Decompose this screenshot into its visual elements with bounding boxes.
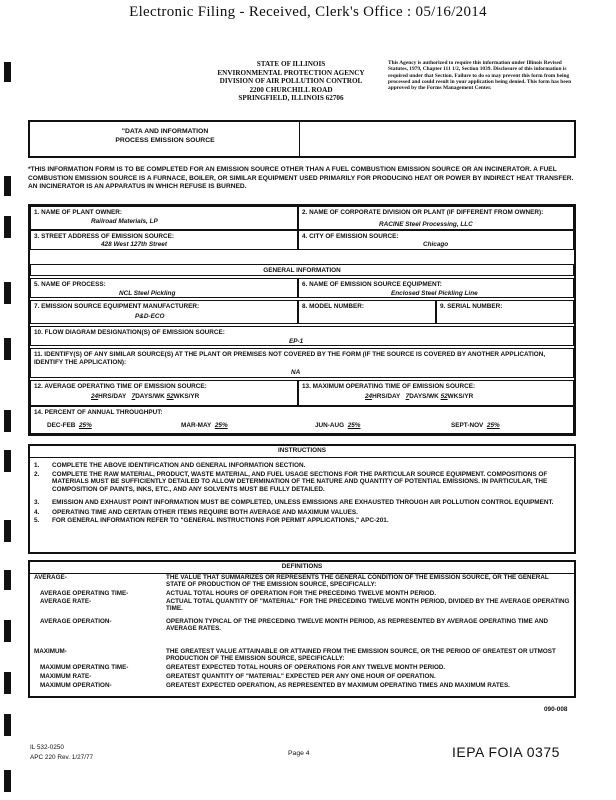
field-city (298, 230, 574, 250)
instruction-item (34, 509, 570, 517)
definition-text: THE GREATEST VALUE ATTAINABLE OR ATTAINED FROM THE EMISSION SOURCE, OR THE PERIOD OF GREATEST OR UTMOST PRODUCTION OF THE EMISSION SOURCE, SPECIFICALLY: (166, 648, 556, 663)
city-value[interactable]: Chicago (423, 241, 449, 248)
field-manufacturer (30, 300, 298, 324)
avg-hours-unit: HRS/DAY (98, 393, 127, 400)
field-plant-owner (30, 206, 298, 230)
instruction-item (34, 499, 570, 507)
throughput-dec-feb (47, 422, 92, 430)
agency-city: SPRINGFIELD, ILLINOIS 62706 (238, 94, 344, 103)
form-revision: APC 220 Rev. 1/27/77 (30, 754, 94, 761)
binding-mark (4, 450, 11, 472)
field-label: 5. NAME OF PROCESS: (34, 281, 106, 288)
field-label: 2. NAME OF CORPORATE DIVISION OR PLANT (IF DIFFERENT FROM OWNER): (302, 209, 544, 216)
avg-weeks-unit: WKS/YR (173, 393, 200, 400)
title-box (28, 120, 576, 158)
quarter-value[interactable]: 25% (347, 422, 361, 429)
quarter-value[interactable]: 25% (214, 422, 228, 429)
instruction-text: COMPLETE THE RAW MATERIAL, PRODUCT, WASTE MATERIAL, AND FUEL USAGE SECTIONS FOR THE PARTICULAR SOURCE EQUIPMENT. COMPOSITIONS OF MATERIALS MUST BE SUFFICIENTLY DETAILED TO ALLOW DETERMINATION OF THE NATURE AND QUANTITY OF POTENTIAL EMISSIONS. IN PARTICULAR, THE COMPOSITION OF PAINTS, INKS, ETC., AND ANY SOLVENTS MUST BE FULLY DETAILED. (52, 470, 548, 493)
corporate-division-value[interactable]: RACINE Steel Processing, LLC (379, 221, 473, 228)
instruction-number: 1. (34, 462, 40, 469)
field-similar-sources (30, 348, 574, 378)
quarter-label: DEC-FEB (47, 422, 76, 429)
throughput-sept-nov (451, 422, 500, 430)
max-days-value[interactable]: 7 (405, 393, 410, 400)
definitions-title: DEFINITIONS (30, 563, 574, 574)
title-cell (30, 122, 300, 156)
instruction-text: COMPLETE THE ABOVE IDENTIFICATION AND GENERAL INFORMATION SECTION. (52, 462, 306, 469)
instructions-box (28, 444, 576, 554)
field-corporate-division (298, 206, 574, 230)
max-hours-unit: HRS/DAY (372, 393, 401, 400)
field-street-address (30, 230, 298, 250)
field-label: 1. NAME OF PLANT OWNER: (34, 209, 123, 216)
definition-text: GREATEST QUANTITY OF "MATERIAL" EXPECTED PER ANY ONE HOUR OF OPERATION. (166, 673, 436, 680)
process-name-value[interactable]: NCL Steel Pickling (119, 290, 176, 297)
manufacturer-value[interactable]: P&D-ECO (135, 313, 165, 320)
definition-text: GREATEST EXPECTED TOTAL HOURS OF OPERATIONS FOR ANY TWELVE MONTH PERIOD. (166, 664, 446, 671)
similar-sources-value[interactable]: NA (291, 369, 301, 376)
binding-mark (4, 410, 11, 432)
agency-address (196, 60, 386, 103)
max-days-unit: DAYS/WK (409, 393, 439, 400)
avg-hours-value[interactable]: 24 (91, 393, 99, 400)
binding-mark (4, 520, 11, 542)
equipment-name-value[interactable]: Enclosed Steel Pickling Line (391, 290, 478, 297)
instruction-text: FOR GENERAL INFORMATION REFER TO "GENERAL INSTRUCTIONS FOR PERMIT APPLICATIONS," APC-201. (52, 517, 389, 524)
avg-days-unit: DAYS/WK (135, 393, 165, 400)
field-label: 4. CITY OF EMISSION SOURCE: (302, 233, 399, 240)
field-average-operating-time (30, 380, 298, 406)
plant-owner-value[interactable]: Railroad Materials, LP (91, 218, 158, 225)
flow-diagram-value[interactable]: EP-1 (289, 338, 304, 345)
street-address-value[interactable]: 428 West 127th Street (101, 241, 167, 248)
binding-mark (4, 62, 11, 82)
instruction-number: 3. (34, 499, 40, 506)
definition-term: MAXIMUM OPERATION- (40, 682, 112, 689)
avg-weeks-value[interactable]: 52 (166, 393, 174, 400)
general-info-title: GENERAL INFORMATION (263, 267, 341, 274)
binding-mark (4, 216, 11, 238)
definition-text: OPERATION TYPICAL OF THE PRECEDING TWELVE MONTH PERIOD, AS REPRESENTED BY AVERAGE OPERATING TIME AND AVERAGE RATES. (166, 618, 549, 633)
page-number: Page 4 (288, 750, 310, 757)
throughput-jun-aug (315, 422, 360, 430)
definition-term: AVERAGE RATE- (40, 598, 92, 605)
binding-mark (4, 282, 11, 304)
field-maximum-operating-time (298, 380, 574, 406)
throughput-mar-may (181, 422, 228, 430)
field-process-name (30, 278, 298, 298)
quarter-label: JUN-AUG (315, 422, 345, 429)
definition-term: MAXIMUM OPERATING TIME- (40, 664, 129, 671)
agency-division: DIVISION OF AIR POLLUTION CONTROL (219, 77, 363, 86)
binding-mark (4, 770, 11, 792)
field-label: 9. SERIAL NUMBER: (440, 303, 503, 310)
instruction-text: OPERATING TIME AND CERTAIN OTHER ITEMS REQUIRE BOTH AVERAGE AND MAXIMUM VALUES. (52, 508, 358, 516)
binding-mark (4, 570, 11, 590)
definition-text: THE VALUE THAT SUMMARIZES OR REPRESENTS THE GENERAL CONDITION OF THE EMISSION SOURCE, OR THE GENERAL STATE OF PRODUCTION OF THE EMISSION SOURCE, SPECIFICALLY: (166, 574, 549, 589)
field-annual-throughput (30, 406, 574, 434)
quarter-label: SEPT-NOV (451, 422, 484, 429)
field-label: 11. IDENTIFY(S) OF ANY SIMILAR SOURCE(S) AT THE PLANT OR PREMISES NOT COVERED BY THE FORM (IF THE SOURCE IS COVERED BY ANOTHER APPLICATION, IDENTIFY THE APPLICATION): (34, 351, 546, 366)
field-label: 12. AVERAGE OPERATING TIME OF EMISSION SOURCE: (34, 383, 207, 390)
instruction-number: 5. (34, 517, 40, 524)
avg-days-value[interactable]: 7 (131, 393, 136, 400)
binding-mark (4, 714, 11, 736)
average-time-values (91, 393, 199, 401)
instructions-list (34, 462, 570, 525)
agency-name: ENVIRONMENTAL PROTECTION AGENCY (217, 68, 365, 77)
max-weeks-unit: WKS/YR (447, 393, 474, 400)
instruction-item (34, 462, 570, 470)
instruction-text: EMISSION AND EXHAUST POINT INFORMATION MUST BE COMPLETED, UNLESS EMISSIONS ARE EXHAUSTED THROUGH AIR POLLUTION CONTROL EQUIPMENT. (52, 499, 554, 506)
instruction-number: 4. (34, 508, 40, 516)
quarter-value[interactable]: 25% (78, 422, 92, 429)
binding-mark (4, 672, 11, 694)
max-hours-value[interactable]: 24 (365, 393, 373, 400)
form-title-line1: "DATA AND INFORMATION (121, 128, 209, 135)
instruction-item (34, 471, 570, 494)
definition-term: MAXIMUM RATE- (40, 673, 92, 680)
intro-paragraph: *THIS INFORMATION FORM IS TO BE COMPLETED FOR AN EMISSION SOURCE OTHER THAN A FUEL COMBUSTION EMISSION SOURCE OR AN INCINERATOR. A FUEL COMBUSTION EMISSION SOURCE IS A FURNACE, BOILER, OR SIMILAR EQUIPMENT USED PRIMARILY FOR PRODUCING HEAT OR POWER BY INDIRECT HEAT TRANSFER. AN INCINERATOR IS AN APPARATUS IN WHICH REFUSE IS BURNED. (28, 166, 574, 191)
quarter-value[interactable]: 25% (486, 422, 500, 429)
legal-notice: This Agency is authorized to require this information under Illinois Revised Statutes, 1979, Chapter 111 1/2, Section 1039. Disclosure of this information is required under that Section. Failure to do so may prevent this form from being processed and could result in your application being denied. This form has been approved by the Forms Management Center. (388, 60, 572, 92)
quarter-label: MAR-MAY (181, 422, 212, 429)
instruction-number: 2. (34, 470, 40, 478)
instructions-title: INSTRUCTIONS (30, 447, 574, 458)
definition-term: AVERAGE OPERATION- (40, 618, 112, 625)
form-number: IL 532-0250 (30, 744, 64, 751)
field-label: 13. MAXIMUM OPERATING TIME OF EMISSION SOURCE: (302, 383, 476, 390)
foia-stamp: IEPA FOIA 0375 (452, 744, 560, 760)
maximum-time-values (365, 393, 473, 401)
form-code: 090-008 (544, 706, 568, 713)
definition-text: ACTUAL TOTAL HOURS OF OPERATION FOR THE PRECEDING TWELVE MONTH PERIOD. (166, 590, 437, 597)
definition-term: MAXIMUM- (34, 648, 67, 655)
field-label: 14. PERCENT OF ANNUAL THROUGHPUT: (34, 409, 163, 416)
field-label: 10. FLOW DIAGRAM DESIGNATION(S) OF EMISSION SOURCE: (34, 329, 225, 336)
field-equipment-name (298, 278, 574, 298)
binding-mark (4, 620, 11, 642)
definition-text: GREATEST EXPECTED OPERATION, AS REPRESENTED BY MAXIMUM OPERATING TIMES AND MAXIMUM RATES. (166, 682, 510, 689)
instruction-item (34, 517, 570, 525)
field-label: 3. STREET ADDRESS OF EMISSION SOURCE: (34, 233, 175, 240)
definition-text: ACTUAL TOTAL QUANTITY OF "MATERIAL" FOR THE PRECEDING TWELVE MONTH PERIOD, DIVIDED BY THE AVERAGE OPERATING TIME. (166, 598, 570, 613)
field-label: 8. MODEL NUMBER: (302, 303, 365, 310)
max-weeks-value[interactable]: 52 (440, 393, 448, 400)
agency-street: 2200 CHURCHILL ROAD (249, 85, 333, 94)
field-model-number (298, 300, 436, 324)
general-info-header (30, 264, 574, 276)
definition-term: AVERAGE- (34, 574, 67, 581)
field-flow-diagram (30, 326, 574, 346)
filing-header: Electronic Filing - Received, Clerk's Office : 05/16/2014 (129, 4, 487, 20)
field-serial-number (436, 300, 574, 324)
field-label: 6. NAME OF EMISSION SOURCE EQUIPMENT: (302, 281, 442, 288)
form-title-line2: PROCESS EMISSION SOURCE (115, 137, 215, 144)
field-label: 7. EMISSION SOURCE EQUIPMENT MANUFACTURER: (34, 303, 200, 310)
definition-term: AVERAGE OPERATING TIME- (40, 590, 129, 597)
binding-mark (4, 176, 11, 196)
binding-mark (4, 338, 11, 360)
agency-state: STATE OF ILLINOIS (256, 60, 326, 68)
